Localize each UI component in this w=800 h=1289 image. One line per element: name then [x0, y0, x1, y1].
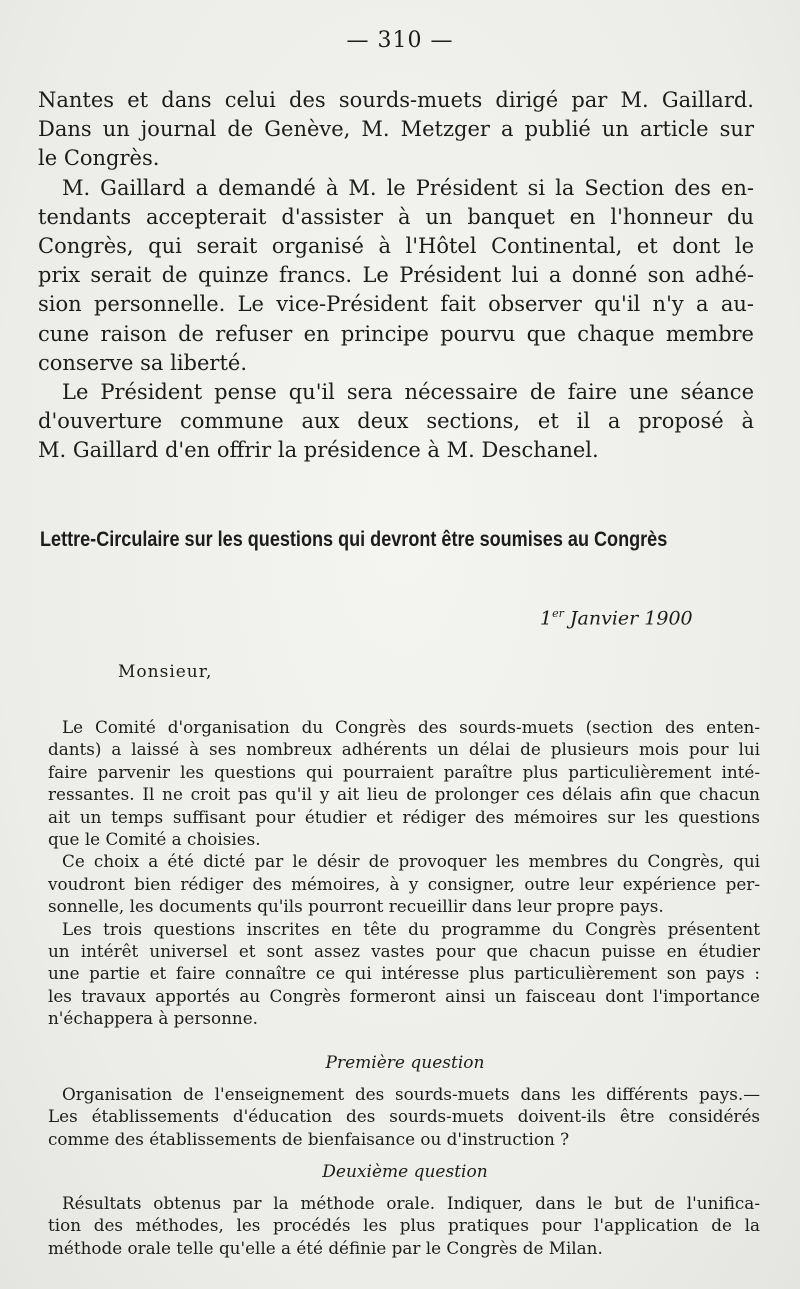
text-line: conserve sa liberté. — [38, 350, 247, 375]
text-line: Le Comité d'organisation du Congrès des sourds-muets (section des enten- — [62, 717, 760, 737]
text-line: Organisation de l'enseignement des sourds-muets dans les différents pays.— — [62, 1084, 760, 1104]
text-line: tendants accepterait d'assister à un banquet en l'honneur du — [38, 204, 754, 229]
text-line: que le Comité a choisies. — [48, 829, 261, 850]
text-line: ressantes. Il ne croit pas qu'il y ait lieu de prolonger ces délais afin que chacun — [48, 784, 760, 805]
text-line: M. Gaillard a demandé à M. le Président si la Section des en- — [62, 175, 754, 200]
date-month-year: Janvier 1900 — [563, 607, 693, 630]
minutes-paragraph — [38, 86, 754, 466]
text-line: dants) a laissé à ses nombreux adhérents un délai de plusieurs mois pour lui — [48, 739, 760, 760]
salutation: Monsieur, — [118, 662, 213, 682]
text-line: les travaux apportés au Congrès formeront ainsi un faisceau dont l'importance — [48, 985, 760, 1006]
text-line: comme des établissements de bienfaisance ou d'instruction ? — [48, 1128, 570, 1149]
text-line: Ce choix a été dicté par le désir de provoquer les membres du Congrès, qui — [62, 851, 760, 872]
text-line: Dans un journal de Genève, M. Metzger a publié un article sur — [38, 117, 754, 142]
text-line: une partie et faire connaître ce qui intéresse plus particulièrement son pays : — [48, 963, 760, 984]
text-line: Nantes et dans celui des sourds-muets dirigé par M. Gaillard. — [38, 88, 754, 112]
question-2-text — [48, 1192, 760, 1259]
question-1-title: Première question — [325, 1053, 485, 1073]
text-line: Les établissements d'éducation des sourds-muets doivent-ils être considérés — [48, 1106, 760, 1127]
section-heading: Lettre-Circulaire sur les questions qui devront être soumises au Congrès — [40, 528, 668, 551]
text-line: voudront bien rédiger des mémoires, à y consigner, outre leur expérience per- — [48, 873, 760, 894]
text-line: Les trois questions inscrites en tête du programme du Congrès présentent — [62, 918, 760, 939]
text-line: Le Président pense qu'il sera nécessaire de faire une séance — [62, 380, 754, 405]
text-line: méthode orale telle qu'elle a été définie par le Congrès de Milan. — [48, 1237, 603, 1258]
date-day: 1 — [540, 607, 553, 630]
text-line: Résultats obtenus par la méthode orale. Indiquer, dans le but de l'unifica- — [62, 1193, 760, 1213]
text-line: n'échappera à personne. — [48, 1008, 258, 1029]
text-line: prix serait de quinze francs. Le Président lui a donné son adhé- — [38, 263, 754, 288]
text-line: tion des méthodes, les procédés les plus pratiques pour l'application de la — [48, 1215, 760, 1236]
text-line: Congrès, qui serait organisé à l'Hôtel Continental, et dont le — [38, 234, 754, 259]
text-line: d'ouverture commune aux deux sections, et il a proposé à — [38, 409, 754, 434]
text-line: sion personnelle. Le vice-Président fait observer qu'il n'y a au- — [38, 292, 754, 317]
text-line: ait un temps suffisant pour étudier et rédiger des mémoires sur les questions — [48, 806, 760, 827]
page-number: — 310 — — [346, 28, 454, 53]
text-line: le Congrès. — [38, 146, 160, 171]
text-line: M. Gaillard d'en offrir la présidence à M. Deschanel. — [38, 438, 599, 463]
date-suffix: er — [552, 607, 564, 620]
letter-body — [48, 716, 760, 1030]
letter-date — [540, 607, 693, 629]
text-line: faire parvenir les questions qui pourraient paraître plus particulièrement inté- — [48, 761, 760, 782]
text-line: un intérêt universel et sont assez vastes pour que chacun puisse en étudier — [48, 941, 760, 962]
text-line: sonnelle, les documents qu'ils pourront recueillir dans leur propre pays. — [48, 896, 664, 917]
text-line: cune raison de refuser en principe pourvu que chaque membre — [38, 321, 754, 346]
question-2-title: Deuxième question — [322, 1162, 488, 1182]
question-1-text — [48, 1083, 760, 1150]
